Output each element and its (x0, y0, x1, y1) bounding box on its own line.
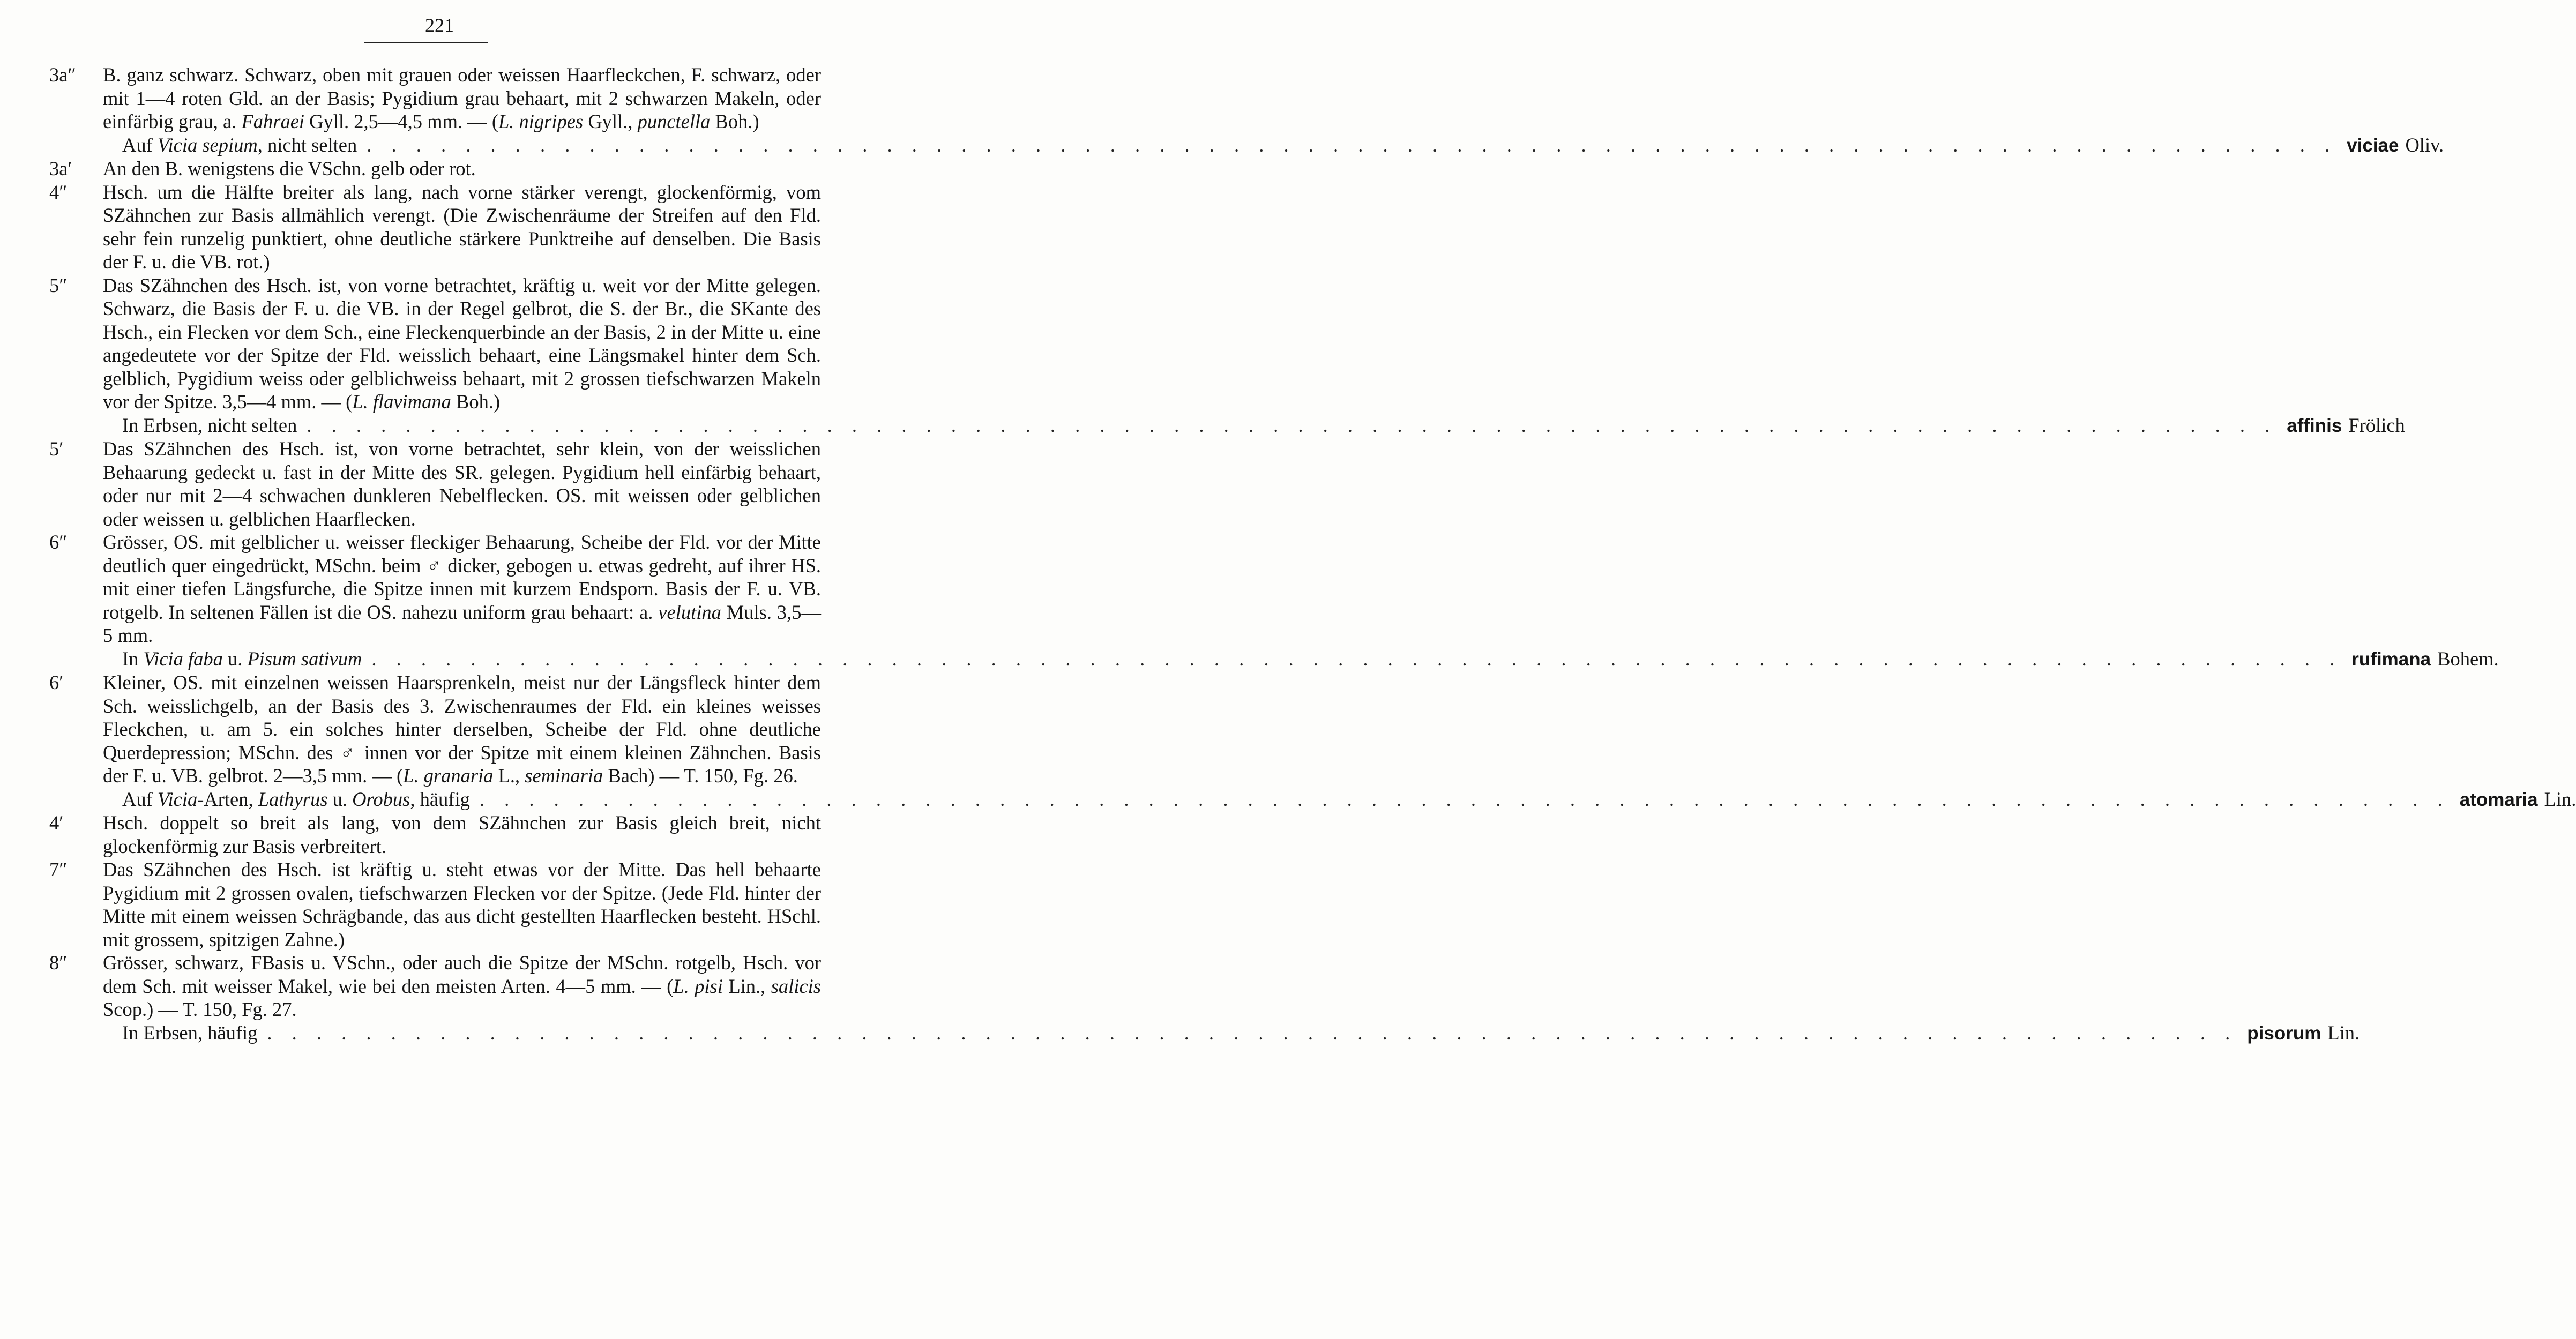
entry-text: B. ganz schwarz. Schwarz, oben mit grauen oder weissen Haarfleckchen, F. schwarz, oder mit 1—4 roten Gld. an der Basis; Pygidium grau behaart, mit 2 schwarzen Makeln, oder einfärbig grau, a. (103, 64, 821, 132)
page-number: 221 (425, 14, 454, 36)
entry-text: Hsch. um die Hälfte breiter als lang, nach vorne stärker verengt, glockenförmig, vom SZähnchen zur Basis allmählich verengt. (Die Zwischenräume der Streifen auf den Fld. sehr fein runzelig punktiert, ohne deutliche stärkere Punktreihe auf denselben. Die Basis der F. u. die VB. rot.) (103, 181, 821, 273)
key-entry (49, 181, 821, 274)
key-entry (49, 951, 821, 1021)
entry-text: Das SZähnchen des Hsch. ist, von vorne betrachtet, sehr klein, von der weisslichen Behaarung gedeckt u. fast in der Mitte des SR. gelegen. Pygidium hell einfärbig behaart, oder nur mit 2—4 schwachen dunkleren Nebelflecken. OS. mit weissen oder gelblichen oder weissen u. gelblichen Haarflecken. (103, 438, 821, 530)
entry-text: Gyll. 2,5—4,5 mm. — ( (304, 110, 498, 132)
taxon-name: Fahraei (241, 110, 305, 132)
entry-text: An den B. wenigstens die VSchn. gelb oder rot. (103, 158, 476, 179)
key-entry (49, 437, 821, 530)
key-entry (49, 274, 821, 414)
host-plant-name: Vicia sepium (157, 133, 258, 156)
habitat-words: -Arten, (197, 788, 258, 810)
couplet-label: 4″ (49, 181, 68, 203)
species-author: Lin. (2544, 788, 2576, 810)
entry-text: Das SZähnchen des Hsch. ist, von vorne betrachtet, kräftig u. weit vor der Mitte gelegen. Schwarz, die Basis der F. u. die VB. in der Regel gelbrot, die S. der Br., die SKante des Hsch., ein Flecken vor dem Sch., eine Fleckenquerbinde an der Basis, 2 in der Mitte u. eine angedeutete vor der Spitze der Fld. weisslich behaart, eine Längsmakel hinter dem Sch. gelblich, Pygidium weiss oder gelblichweiss behaart, mit 2 grossen tiefschwarzen Makeln vor der Spitze. 3,5—4 mm. — ( (103, 274, 821, 413)
key-entry (49, 63, 821, 133)
taxon-name: L. granaria (403, 765, 494, 787)
dot-leader: . . . . . . . . . . . . . . . . . . . . . . . . . . . . . . . . . . . . . . . . . . . . . . . . . . . . . . . . . . . . . . . . . . . . . . . . . . . . . . . . (479, 788, 2450, 810)
entry-text: Grösser, OS. mit gelblicher u. weisser fleckiger Behaarung, Scheibe der Fld. vor der Mitte deutlich quer eingedrückt, MSchn. beim ♂ dicker, gebogen u. etwas gedreht, auf ihrer HS. mit einer tiefen Längsfurche, die Spitze innen mit kurzem Endsporn. Basis der F. u. VB. rotgelb. In seltenen Fällen ist die OS. nahezu uniform grau behaart: a. (103, 531, 821, 623)
entry-text: Grösser, schwarz, FBasis u. VSchn., oder auch die Spitze der MSchn. rotgelb, Hsch. vor dem Sch. mit weisser Makel, wie bei den meisten Arten. 4—5 mm. — ( (103, 952, 821, 997)
habitat-text (122, 133, 357, 157)
entry-text: Muls. 3,5—5 mm. (103, 601, 821, 646)
habitat-words: Auf (122, 788, 158, 810)
habitat-line (49, 133, 2444, 158)
key-entry (49, 157, 821, 181)
habitat-words: In (122, 647, 144, 670)
species-name: rufimana (2351, 648, 2431, 670)
host-plant-name: Pisum sativum (247, 647, 362, 670)
key-entry (49, 530, 821, 647)
key-text (49, 63, 2576, 1045)
habitat-text (122, 1021, 257, 1045)
taxon-name: velutina (658, 601, 721, 623)
entry-text: Bach) — T. 150, Fg. 26. (603, 765, 798, 787)
page-number-rule (364, 42, 488, 43)
entry-text: Kleiner, OS. mit einzelnen weissen Haarsprenkeln, meist nur der Längsfleck hinter dem Sch. weisslichgelb, an der Basis des 3. Zwischenraumes der Fld. ein kleines weisses Fleckchen, u. am 5. ein solches hinter derselben, Scheibe der Fld. ohne deutliche Querdepression; MSchn. des ♂ innen vor der Spitze mit einem kleinen Zähnchen. Basis der F. u. VB. gelbrot. 2—3,5 mm. — ( (103, 671, 821, 787)
entry-text: Boh.) (710, 110, 759, 132)
key-entry (49, 858, 821, 951)
couplet-label: 4′ (49, 812, 64, 834)
couplet-label: 6′ (49, 671, 64, 693)
entry-text: Lin., (722, 975, 771, 997)
habitat-text (122, 788, 470, 811)
dot-leader: . . . . . . . . . . . . . . . . . . . . . . . . . . . . . . . . . . . . . . . . . . . . . . . . . . . . . . . . . . . . . . . . . . . . . . . . . . . . . . . . (367, 133, 2338, 156)
habitat-words: In Erbsen, häufig (122, 1021, 258, 1044)
species-author: Frölich (2348, 414, 2405, 436)
couplet-label: 5″ (49, 274, 68, 296)
habitat-words: In Erbsen, nicht selten (122, 414, 297, 436)
entry-text: Scop.) — T. 150, Fg. 27. (103, 998, 297, 1020)
entry-text: Das SZähnchen des Hsch. ist kräftig u. steht etwas vor der Mitte. Das hell behaarte Pygidium mit 2 grossen ovalen, tiefschwarzen Flecken vor der Spitze. (Jede Fld. hinter der Mitte mit einem weissen Schrägbande, das aus dicht gestellten Haarflecken besteht. HSchl. mit grossem, spitzigen Zahne.) (103, 858, 821, 951)
host-plant-name: Orobus (352, 788, 410, 810)
habitat-line (49, 1021, 2360, 1045)
habitat-words: , nicht selten (257, 133, 357, 156)
species-name: affinis (2287, 415, 2342, 436)
species-author: Oliv. (2405, 133, 2444, 156)
couplet-label: 3a′ (49, 158, 72, 179)
taxon-name: L. pisi (673, 975, 723, 997)
taxon-name: punctella (637, 110, 711, 132)
taxon-name: L. nigripes (498, 110, 584, 132)
habitat-words: , häufig (410, 788, 470, 810)
species-author: Bohem. (2437, 647, 2499, 670)
couplet-label: 5′ (49, 438, 64, 460)
dot-leader: . . . . . . . . . . . . . . . . . . . . . . . . . . . . . . . . . . . . . . . . . . . . . . . . . . . . . . . . . . . . . . . . . . . . . . . . . . . . . . . . (371, 647, 2342, 670)
species-name: viciae (2347, 134, 2399, 156)
couplet-label: 6″ (49, 531, 68, 553)
couplet-label: 7″ (49, 858, 68, 880)
taxon-name: salicis (771, 975, 821, 997)
couplet-label: 3a″ (49, 64, 76, 86)
couplet-label: 8″ (49, 952, 68, 974)
species-name: atomaria (2459, 789, 2538, 810)
key-entry (49, 811, 821, 858)
dot-leader: . . . . . . . . . . . . . . . . . . . . . . . . . . . . . . . . . . . . . . . . . . . . . . . . . . . . . . . . . . . . . . . . . . . . . . . . . . . . . . . . (307, 414, 2278, 436)
host-plant-name: Vicia faba (143, 647, 223, 670)
taxon-name: L. flavimana (352, 391, 451, 413)
habitat-words: Auf (122, 133, 158, 156)
host-plant-name: Vicia (157, 788, 198, 810)
host-plant-name: Lathyrus (258, 788, 328, 810)
species-author: Lin. (2327, 1021, 2360, 1044)
entry-text: Gyll., (583, 110, 638, 132)
taxon-name: seminaria (525, 765, 603, 787)
species-name: pisorum (2247, 1022, 2321, 1044)
entry-text: Hsch. doppelt so breit als lang, von dem SZähnchen zur Basis gleich breit, nicht glockenförmig zur Basis verbreitert. (103, 812, 821, 857)
habitat-words: u. (222, 647, 248, 670)
habitat-line (49, 788, 2576, 812)
key-entry (49, 671, 821, 788)
habitat-words: u. (327, 788, 353, 810)
habitat-line (49, 414, 2405, 438)
habitat-text (122, 647, 362, 671)
habitat-text (122, 414, 297, 437)
dot-leader: . . . . . . . . . . . . . . . . . . . . . . . . . . . . . . . . . . . . . . . . . . . . . . . . . . . . . . . . . . . . . . . . . . . . . . . . . . . . . . . . (267, 1021, 2238, 1044)
entry-text: Boh.) (451, 391, 501, 413)
entry-text: L., (493, 765, 525, 787)
habitat-line (49, 647, 2499, 671)
